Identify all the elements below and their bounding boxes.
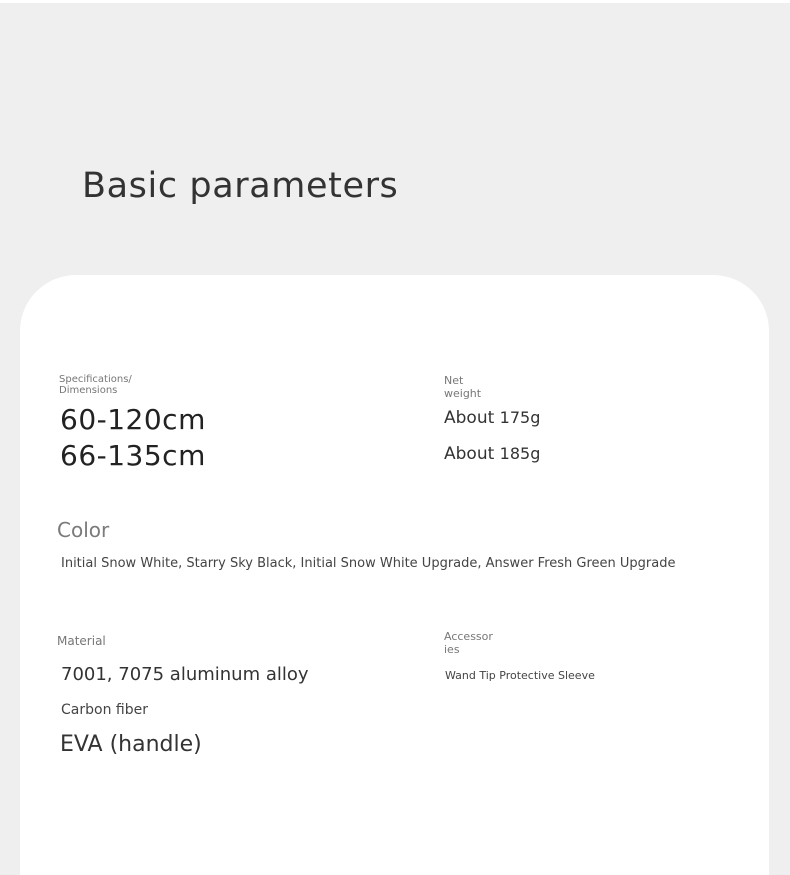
net-weight-prefix-1: About xyxy=(444,408,495,428)
accessories-value: Wand Tip Protective Sleeve xyxy=(445,669,595,682)
net-weight-value-2 xyxy=(444,444,540,464)
net-weight-label-line2: weight xyxy=(444,387,482,400)
accessories-label xyxy=(444,630,493,656)
top-edge-strip xyxy=(0,0,790,3)
net-weight-prefix-2: About xyxy=(444,444,495,464)
material-label: Material xyxy=(57,634,106,648)
parameters-card xyxy=(20,275,769,875)
dimensions-label xyxy=(59,374,132,396)
dimensions-label-line1: Specifications/ xyxy=(59,374,132,385)
net-weight-label xyxy=(444,374,481,400)
color-label: Color xyxy=(57,518,110,542)
dimensions-label-line2: Dimensions xyxy=(59,385,118,396)
dimension-value-1: 60-120cm xyxy=(60,403,206,436)
color-value: Initial Snow White, Starry Sky Black, Initial Snow White Upgrade, Answer Fresh Green Upgrade xyxy=(61,556,676,571)
net-weight-label-line1: Net xyxy=(444,374,464,387)
page-title: Basic parameters xyxy=(82,166,399,206)
net-weight-value-1 xyxy=(444,408,540,428)
material-value-2: Carbon fiber xyxy=(61,702,148,718)
material-value-1: 7001, 7075 aluminum alloy xyxy=(61,664,309,685)
net-weight-number-2: 185g xyxy=(499,444,541,463)
accessories-label-line1: Accessor xyxy=(444,630,493,643)
dimension-value-2: 66-135cm xyxy=(60,439,206,472)
net-weight-number-1: 175g xyxy=(499,408,541,427)
accessories-label-line2: ies xyxy=(444,643,460,656)
material-value-3: EVA (handle) xyxy=(60,732,202,757)
